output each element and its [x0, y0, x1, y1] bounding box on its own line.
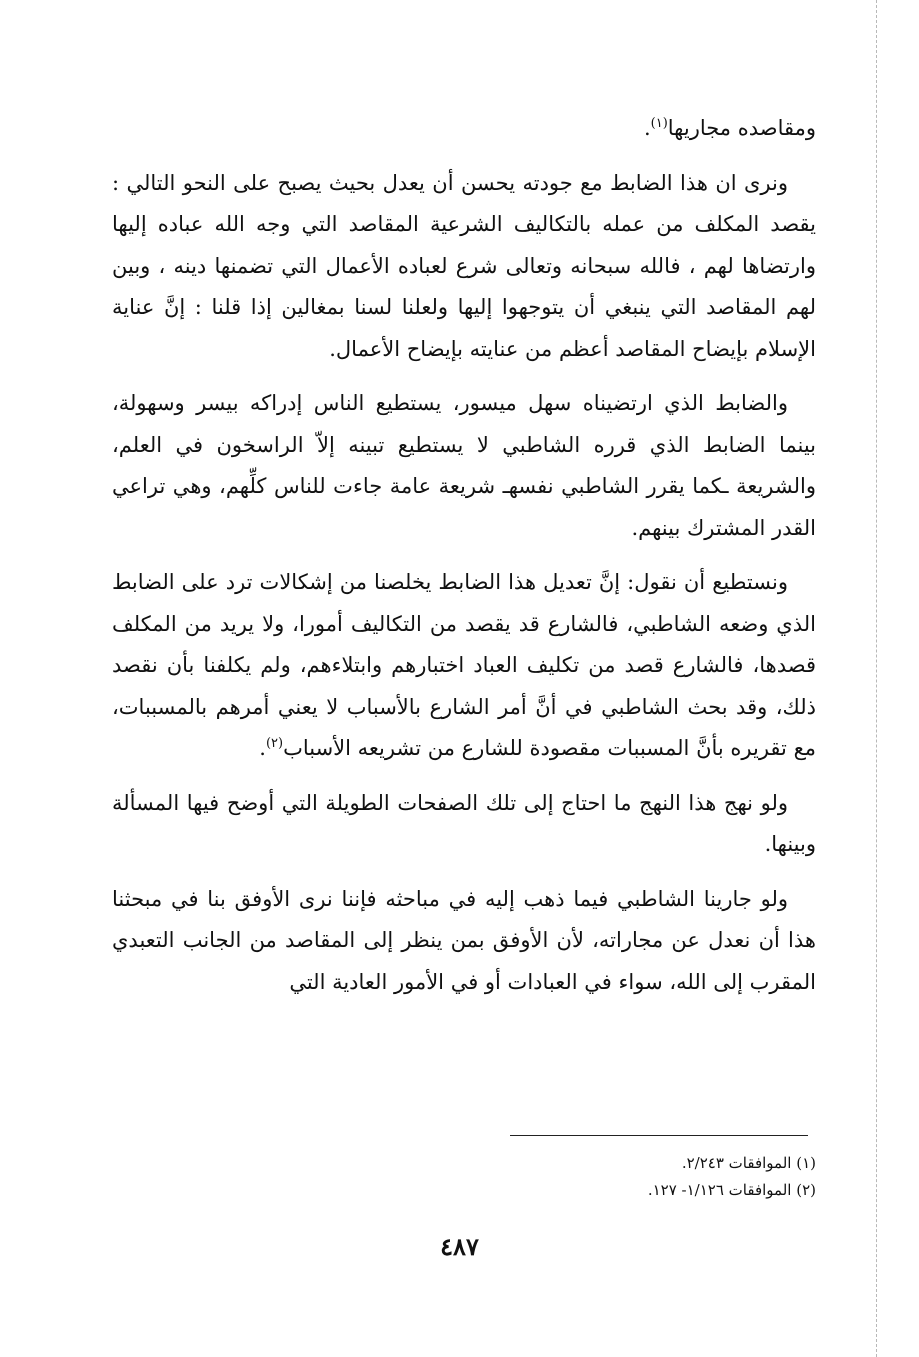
- scan-margin-line: [876, 0, 877, 1357]
- footnotes: [112, 1150, 816, 1204]
- body-text: [112, 108, 816, 1016]
- paragraph-text: ونستطيع أن نقول: إنَّ تعديل هذا الضابط يخلصنا من إشكالات ترد على الضابط الذي وضعه الشاطبي، فالشارع قد يقصد من التكاليف أمورا، ولا يريد من المكلف قصدها، فالشارع قصد من تكليف العباد اختبارهم وابتلاءهم، ولم يكلفنا بأن نقصد ذلك، وقد بحث الشاطبي في أنَّ أمر الشارع بالأسباب لا يعني أمرهم بالمسببات، مع تقريره بأنَّ المسببات مقصودة للشارع من تشريعه الأسباب: [112, 570, 816, 760]
- paragraph-end-mark: .: [643, 116, 651, 140]
- page-number: ٤٨٧: [440, 1232, 479, 1261]
- paragraph-proposed-criterion: [112, 163, 816, 371]
- paragraph-end-mark: .: [259, 736, 266, 760]
- footnote-reference-1: (١): [650, 116, 668, 131]
- paragraph-approach: [112, 783, 816, 866]
- paragraph-text: ولو جارينا الشاطبي فيما ذهب إليه في مباحثه فإننا نرى الأوفق بنا في مبحثنا هذا أن نعدل عن مجاراته، لأن الأوفق بمن ينظر إلى المقاصد من الجانب التعبدي المقرب إلى الله، سواء في العبادات أو في الأمور العادية التي: [112, 886, 816, 994]
- paragraph-text: ونرى ان هذا الضابط مع جودته يحسن أن يعدل بحيث يصبح على النحو التالي : يقصد المكلف من عمله بالتكاليف الشرعية المقاصد التي وجه الله عباده إليها وارتضاها لهم ، فالله سبحانه وتعالى شرع لعباده الأعمال التي تضمنها دينه ، وبين لهم المقاصد التي ينبغي أن يتوجهوا إليها ولعلنا لسنا بمغالين إذا قلنا : إنَّ عناية الإسلام بإيضاح المقاصد أعظم من عنايته بإيضاح الأعمال.: [112, 170, 817, 361]
- paragraph-easy-criterion: [112, 383, 816, 549]
- paragraph-text: ومقاصده مجاريها: [667, 116, 816, 140]
- paragraph-final: [112, 879, 816, 1004]
- paragraph-modification: [112, 562, 816, 770]
- paragraph-text: والضابط الذي ارتضيناه سهل ميسور، يستطيع الناس إدراكه بيسر وسهولة، بينما الضابط الذي قرره الشاطبي لا يستطيع تبينه إلاّ الراسخون في العلم، والشريعة ـكما يقرر الشاطبي نفسهـ شريعة عامة جاءت للناس كلِّهم، وهي تراعي القدر المشترك بينهم.: [112, 391, 816, 540]
- paragraph-text: ولو نهج هذا النهج ما احتاج إلى تلك الصفحات الطويلة التي أوضح فيها المسألة وبينها.: [112, 790, 816, 856]
- footnote-2: (٢) الموافقات ١/١٢٦- ١٢٧.: [647, 1181, 816, 1199]
- footnote-separator: [510, 1135, 808, 1136]
- paragraph-continuation: [112, 108, 816, 150]
- footnote-1: (١) الموافقات ٢/٢٤٣.: [681, 1154, 816, 1172]
- footnote-reference-2: (٢): [265, 736, 284, 751]
